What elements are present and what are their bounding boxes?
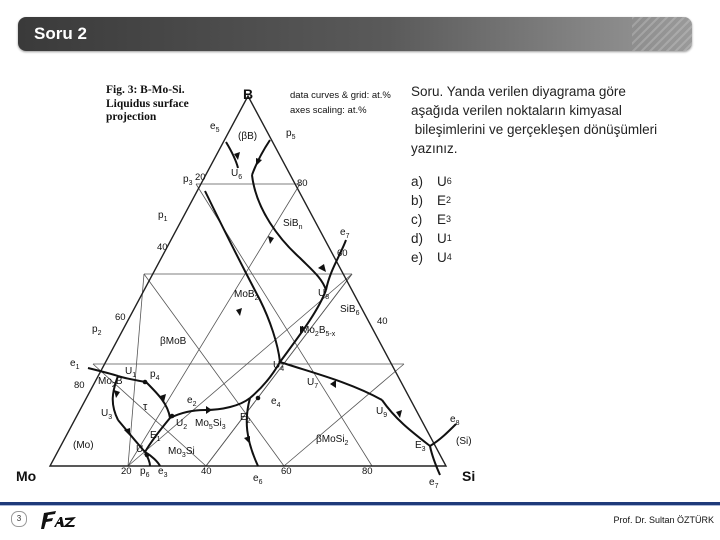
phase-label-Mo5Si3 bbox=[195, 418, 226, 431]
answer-sub: 3 bbox=[446, 214, 452, 224]
phase-sub: 6 bbox=[355, 310, 360, 317]
phase-label-Mo2B5x bbox=[301, 325, 335, 338]
point-letter: U bbox=[125, 366, 133, 377]
phase-label-SiB6 bbox=[340, 304, 359, 317]
page-number: 3 bbox=[11, 511, 27, 527]
point-label-p1 bbox=[158, 210, 167, 223]
point-letter: U bbox=[273, 360, 281, 371]
point-index: 7 bbox=[434, 483, 439, 490]
note-line: axes scaling: at.% bbox=[290, 105, 367, 116]
phase-text: SiB bbox=[283, 218, 299, 229]
answer-point: E bbox=[437, 212, 447, 227]
answer-item bbox=[411, 229, 452, 248]
point-index: 8 bbox=[325, 294, 330, 301]
point-index: 2 bbox=[97, 330, 102, 337]
phase-sub: 5-x bbox=[325, 331, 336, 338]
answer-letter: e) bbox=[411, 250, 424, 265]
point-letter: p bbox=[286, 128, 292, 139]
answer-point: U bbox=[437, 231, 447, 246]
phase-text: Mo bbox=[195, 418, 209, 429]
point-letter: U bbox=[376, 406, 384, 417]
phase-text: MoB bbox=[234, 289, 255, 300]
point-letter: p bbox=[150, 369, 156, 380]
point-letter: p bbox=[140, 466, 146, 477]
phase-sub: 2 bbox=[344, 440, 349, 447]
point-label-U1 bbox=[125, 366, 136, 379]
point-index: 2 bbox=[246, 418, 251, 425]
liquidus-curves bbox=[88, 140, 456, 475]
point-letter: U bbox=[101, 408, 109, 419]
point-label-E3 bbox=[415, 440, 426, 453]
answer-item bbox=[411, 172, 452, 191]
footer-rule-thin bbox=[0, 505, 720, 506]
point-index: 1 bbox=[156, 436, 161, 443]
point-label-p6 bbox=[140, 466, 149, 479]
tick-label: 60 bbox=[281, 466, 292, 477]
phase-label-tau: τ bbox=[143, 401, 148, 413]
point-letter: E bbox=[240, 412, 247, 423]
caption-line: projection bbox=[106, 111, 157, 123]
phase-label-SiBn bbox=[283, 218, 302, 231]
point-index: 6 bbox=[145, 472, 150, 479]
point-index: 3 bbox=[421, 446, 426, 453]
phase-text: Mo bbox=[168, 446, 182, 457]
point-letter: U bbox=[176, 418, 184, 429]
point-index: 3 bbox=[108, 414, 113, 421]
phase-sub: 2 bbox=[314, 331, 319, 338]
question-line: yazınız. bbox=[411, 141, 458, 156]
point-index: 6 bbox=[258, 479, 263, 486]
point-label-p5 bbox=[286, 128, 295, 141]
point-label-e4 bbox=[271, 396, 280, 409]
phase-sub: n bbox=[298, 224, 303, 231]
point-letter: e bbox=[253, 473, 259, 484]
tick-label: 60 bbox=[115, 312, 126, 323]
point-letter: p bbox=[183, 174, 189, 185]
point-label-e7a bbox=[340, 227, 349, 240]
point-letter: E bbox=[415, 440, 422, 451]
answer-point: U bbox=[437, 250, 447, 265]
point-label-p2 bbox=[92, 324, 101, 337]
point-index: 1 bbox=[75, 364, 80, 371]
point-label-e7b bbox=[429, 477, 438, 490]
point-index: 9 bbox=[383, 412, 388, 419]
point-letter: p bbox=[158, 210, 164, 221]
point-index: 4 bbox=[155, 375, 160, 382]
caption-line: Liquidus surface bbox=[106, 97, 189, 110]
caption-line: Fig. 3: B-Mo-Si. bbox=[106, 84, 185, 96]
point-index: 4 bbox=[276, 402, 281, 409]
point-index: 3 bbox=[188, 180, 193, 187]
note-line: data curves & grid: at.% bbox=[290, 90, 391, 101]
tick-label: 20 bbox=[121, 466, 132, 477]
phase-label-Mo2B bbox=[98, 376, 122, 389]
answer-list bbox=[411, 172, 452, 267]
point-index: 6 bbox=[238, 174, 243, 181]
point-label-U7 bbox=[307, 377, 318, 390]
question-line: bileşimlerini ve gerçekleşen dönüşümleri bbox=[411, 122, 658, 137]
point-index: 1 bbox=[163, 216, 168, 223]
point-letter: e bbox=[271, 396, 277, 407]
answer-point: E bbox=[437, 193, 447, 208]
point-letter: e bbox=[429, 477, 435, 488]
slide-title-bar bbox=[18, 17, 692, 51]
point-index: 7 bbox=[314, 383, 319, 390]
phase-text: Mo bbox=[98, 376, 112, 387]
point-letter: e bbox=[70, 358, 76, 369]
point-index: 5 bbox=[143, 450, 148, 457]
phase-label-Si: (Si) bbox=[456, 436, 472, 447]
point-label-U3 bbox=[101, 408, 112, 421]
answer-item bbox=[411, 191, 452, 210]
point-label-E2 bbox=[240, 412, 251, 425]
tick-label: 80 bbox=[362, 466, 373, 477]
title-bar-decoration bbox=[632, 17, 692, 51]
answer-letter: b) bbox=[411, 193, 424, 208]
phase-text: Mo bbox=[301, 325, 315, 336]
point-label-e6 bbox=[253, 473, 262, 486]
point-index: 1 bbox=[132, 372, 137, 379]
point-index: 8 bbox=[455, 420, 460, 427]
point-index: 2 bbox=[183, 424, 188, 431]
phase-label-MoB2 bbox=[234, 289, 258, 302]
phase-sub: 5 bbox=[208, 424, 213, 431]
university-logo-icon bbox=[40, 509, 78, 531]
phase-sub: 2 bbox=[111, 382, 116, 389]
point-label-U2 bbox=[176, 418, 187, 431]
tick-label: 40 bbox=[157, 242, 168, 253]
phase-text: βMoSi bbox=[316, 434, 345, 445]
question-line: aşağıda verilen noktaların kimyasal bbox=[411, 103, 622, 118]
point-index: 2 bbox=[192, 401, 197, 408]
tick-label: 20 bbox=[195, 172, 206, 183]
corner-label-Si: Si bbox=[462, 468, 476, 484]
point-index: 5 bbox=[215, 127, 220, 134]
point-letter: e bbox=[450, 414, 456, 425]
phase-text: Si bbox=[185, 446, 195, 457]
phase-text: Si bbox=[212, 418, 222, 429]
phase-sub: 3 bbox=[221, 424, 226, 431]
answer-point: U bbox=[437, 174, 447, 189]
phase-text: SiB bbox=[340, 304, 356, 315]
point-label-e1 bbox=[70, 358, 79, 371]
tick-label: 60 bbox=[337, 248, 348, 259]
point-label-p4 bbox=[150, 369, 159, 382]
point-index: 3 bbox=[163, 472, 168, 479]
point-label-U5 bbox=[136, 444, 147, 457]
point-letter: U bbox=[307, 377, 315, 388]
point-label-e3 bbox=[158, 466, 167, 479]
figure-caption bbox=[106, 84, 189, 125]
answer-letter: d) bbox=[411, 231, 424, 246]
point-letter: e bbox=[340, 227, 346, 238]
point-letter: U bbox=[231, 168, 239, 179]
point-letter: e bbox=[158, 466, 164, 477]
answer-sub: 6 bbox=[446, 176, 452, 186]
phase-label-Mo: (Mo) bbox=[73, 440, 94, 451]
corner-label-B: B bbox=[243, 86, 254, 102]
point-label-E1 bbox=[150, 430, 161, 443]
answer-item bbox=[411, 210, 452, 229]
question-line: Soru. Yanda verilen diyagrama göre bbox=[411, 84, 626, 99]
point-label-U6 bbox=[231, 168, 242, 181]
phase-text: B bbox=[115, 376, 123, 387]
answer-sub: 4 bbox=[446, 252, 452, 262]
tick-label: 40 bbox=[201, 466, 212, 477]
point-label-e2 bbox=[187, 395, 196, 408]
phase-label-Mo3Si bbox=[168, 446, 195, 459]
point-letter: E bbox=[150, 430, 157, 441]
point-letter: e bbox=[210, 121, 216, 132]
point-label-U8 bbox=[318, 288, 329, 301]
phase-sub: 2 bbox=[254, 295, 259, 302]
point-label-U9 bbox=[376, 406, 387, 419]
slide-title: Soru 2 bbox=[34, 24, 87, 43]
point-label-p3 bbox=[183, 174, 192, 187]
tick-label: 80 bbox=[297, 178, 308, 189]
tick-label: 80 bbox=[74, 380, 85, 391]
corner-label-Mo: Mo bbox=[16, 468, 37, 484]
point-index: 5 bbox=[291, 134, 296, 141]
point-index: 4 bbox=[280, 366, 285, 373]
phase-label-betaMoB: βMoB bbox=[160, 336, 187, 347]
point-letter: e bbox=[187, 395, 193, 406]
phase-label-betaMoSi2 bbox=[316, 434, 348, 447]
tick-label: 40 bbox=[377, 316, 388, 327]
point-letter: U bbox=[136, 444, 144, 455]
phase-text: B bbox=[318, 325, 326, 336]
point-label-U4 bbox=[273, 360, 284, 373]
point-label-e8 bbox=[450, 414, 459, 427]
point-index: 7 bbox=[345, 233, 350, 240]
figure-notes bbox=[290, 88, 391, 118]
answer-sub: 1 bbox=[446, 233, 452, 243]
answer-item bbox=[411, 248, 452, 267]
phase-label-betaB: (βB) bbox=[238, 131, 258, 142]
author-name: Prof. Dr. Sultan ÖZTÜRK bbox=[613, 515, 714, 525]
point-label-e5 bbox=[210, 121, 219, 134]
point-letter: p bbox=[92, 324, 98, 335]
answer-letter: c) bbox=[411, 212, 423, 227]
point-letter: U bbox=[318, 288, 326, 299]
answer-sub: 2 bbox=[446, 195, 452, 205]
answer-letter: a) bbox=[411, 174, 424, 189]
phase-sub: 3 bbox=[181, 452, 186, 459]
question-text bbox=[411, 82, 711, 158]
